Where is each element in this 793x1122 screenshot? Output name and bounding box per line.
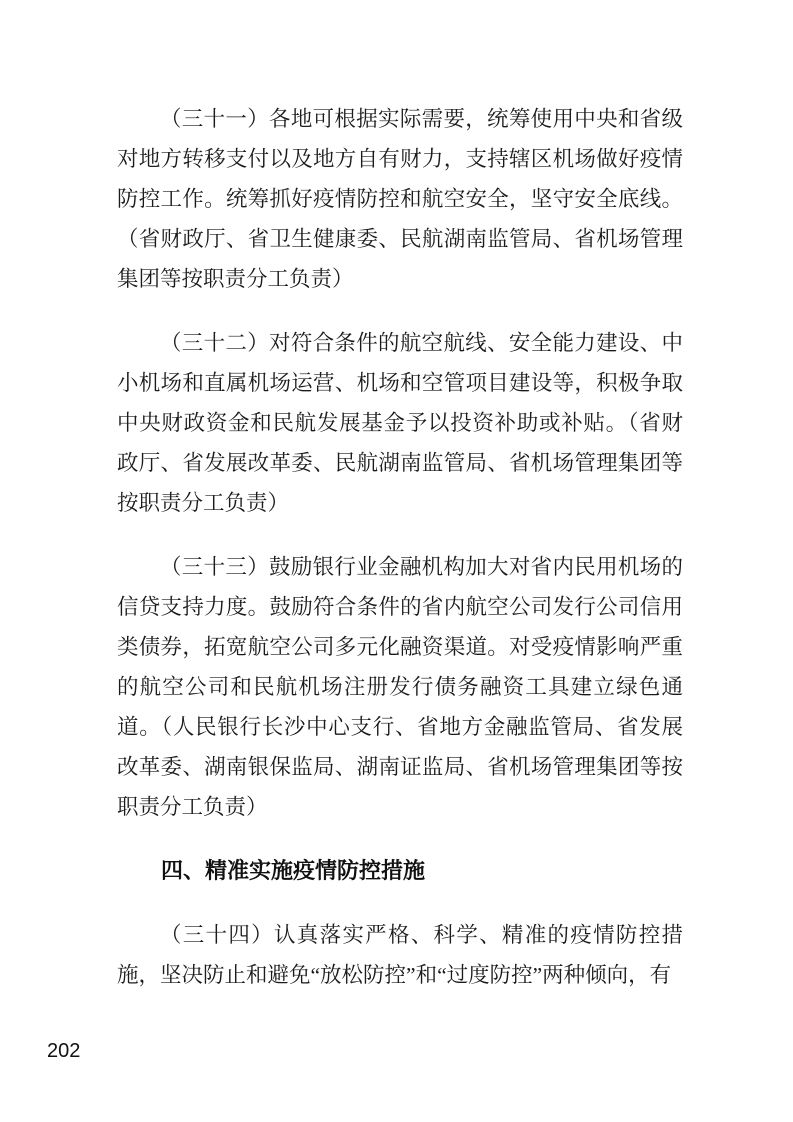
section-heading-four: 四、精准实施疫情防控措施: [161, 858, 426, 883]
document-text-body: [117, 99, 683, 1019]
paragraph-item-31: （三十一）各地可根据实际需要，统筹使用中央和省级对地方转移支付以及地方自有财力，支持辖区机场做好疫情防控工作。统筹抓好疫情防控和航空安全，坚守安全底线。（省财政厅、省卫生健康委、民航湖南监管局、省机场管理集团等按职责分工负责）: [117, 107, 683, 291]
paragraph-item-33: （三十三）鼓励银行业金融机构加大对省内民用机场的信贷支持力度。鼓励符合条件的省内航空公司发行公司信用类债券，拓宽航空公司多元化融资渠道。对受疫情影响严重的航空公司和民航机场注册发行债务融资工具建立绿色通道。（人民银行长沙中心支行、省地方金融监管局、省发展改革委、湖南银保监局、湖南证监局、省机场管理集团等按职责分工负责）: [117, 555, 683, 819]
page-number: 202: [47, 1040, 81, 1062]
paragraph-item-32: （三十二）对符合条件的航空航线、安全能力建设、中小机场和直属机场运营、机场和空管项目建设等，积极争取中央财政资金和民航发展基金予以投资补助或补贴。（省财政厅、省发展改革委、民航湖南监管局、省机场管理集团等按职责分工负责）: [117, 331, 683, 515]
paragraph-item-34: （三十四）认真落实严格、科学、精准的疫情防控措施，坚决防止和避免“放松防控”和“过度防控”两种倾向，有: [117, 923, 683, 987]
